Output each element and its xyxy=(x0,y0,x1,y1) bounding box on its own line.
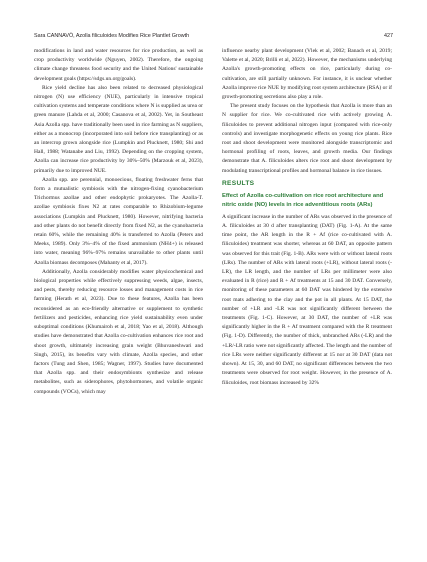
paragraph: Azolla spp. are perennial, monoecious, floating freshwater ferns that form a mutualistic symbiosis with the nitrogen-fixing cyanobacterium Trichormus azollae and other endophytic prokaryotes. The Azolla-T. azollae symbiosis fixes N2 at rates comparable to Rhizobium-legume associations (Lumpkin and Plucknett, 1980). However, nitrifying bacteria and other plants do not benefit directly from fixed N2, as the cyanobacteria retain 60%, while the remaining 40% is transferred to Azolla (Peters and Meeks, 1989). Only 3%–4% of the fixed ammonium (NH4+) is released into water, meaning 96%–97% remains unavailable to other plants until Azolla biomass decomposes (Mahanty et al, 2017). xyxy=(34,176,203,266)
subsection-heading: Effect of Azolla co-cultivation on rice root architecture and nitric oxide (NO) levels in rice adventitious roots (ARs) xyxy=(222,192,384,208)
paragraph: Rice yield decline has also been related to decreased physiological nitrogen (N) use efficiency (NUE), particularly in intensive tropical cultivation systems and temperate conditions where N is supplied as urea or green manure (Lahda et al, 2000; Casanova et al, 2002). Yet, in Southeast Asia Azolla spp. have traditionally been used in rice farming as N suppliers, either as a monocrop (incorporated into soil before rice transplanting) or as an intercrop grown alongside rice (Lumpkin and Plucknett, 1980; Shi and Hall, 1988; Watanabe and Liu, 1992). Depending on the cropping system, Azolla can increase rice productivity by 30%–50% (Marzouk et al, 2023), primarily due to improved NUE. xyxy=(34,84,203,174)
paragraph: The present study focuses on the hypothesis that Azolla is more than an N supplier for rice. We co-cultivated rice with actively growing A. filiculoides to prevent additional nitrogen input (compared with rice-only controls) and investigate morphogenetic effects on young rice plants. Rice root and shoot development were monitored alongside transcriptomic and hormonal profiling of roots, leaves, and growth media. Our findings demonstrate that A. filiculoides alters rice root and shoot development by modulating transcriptional profiles and hormonal balance in rice tissues. xyxy=(222,103,392,174)
paragraph: influence nearby plant development (Vlek et al, 2002; Banach et al, 2019; Valette et al, 2020; Brilli et al, 2022). However, the mechanisms underlying Azolla's growth-promoting effects on rice, particularly during co-cultivation, are still partially unknown. For instance, it is unclear whether Azolla improve rice NUE by modifying root system architecture (RSA) or if growth-promoting secretions also play a role. xyxy=(222,48,392,101)
right-column xyxy=(222,47,392,388)
paragraph: modifications in land and water resources for rice production, as well as crop productivity worldwide (Nguyen, 2002). Therefore, the ongoing climate change threatens food security and the United Nations' sustainable development goals (https://sdgs.un.org/goals). xyxy=(34,48,203,82)
page-number: 427 xyxy=(384,33,393,39)
running-head-title: Sara CANNAVÒ, Azolla filiculoides Modifies Rice Plantlet Growth xyxy=(34,33,190,39)
left-column xyxy=(34,47,203,397)
running-head xyxy=(34,32,393,41)
paragraph: Additionally, Azolla considerably modifies water physicochemical and biological properties while effectively suppressing weeds, algae, insects, and pests, thereby reducing resource losses and management costs in rice farming (Herath et al, 2023). Due to these features, Azolla has been reconsidered as an eco-friendly alternative or supplement to synthetic fertilizers and pesticides, enhancing rice yield sustainability even under suboptimal conditions (Khumairoh et al, 2018; Yao et al, 2018). Although studies have demonstrated that Azolla co-cultivation enhances rice root and shoot growth, ultimately increasing grain weight (Bhuvaneshwari and Singh, 2015), its benefits vary with climate, Azolla species, and other factors (Tung and Shen, 1985; Wagner, 1997). Studies have documented that Azolla spp. and their endosymbionts synthesize and release metabolites, such as siderophores, phytohormones, and volatile organic compounds (VOCs), which may xyxy=(34,268,203,395)
section-heading-results: RESULTS xyxy=(222,179,255,187)
paragraph: A significant increase in the number of ARs was observed in the presence of A. filiculoides at 30 d after transplanting (DAT) (Fig. 1-A). At the same time point, the AR length in the R + Af (rice co-cultivated with A. filiculoides) treatment was shorter, whereas at 60 DAT, an opposite pattern was observed for this trait (Fig. 1-B). ARs were with or without lateral roots (LRs). The number of ARs with lateral roots (+LR), without lateral roots (-LR), the LR length, and the number of LRs per millimeter were also evaluated in R (rice) and R + Af treatments at 15 and 30 DAT. Conversely, monitoring of these parameters at 60 DAT was hindered by the extensive root mats adhering to the clay and the pot in all plants. At 15 DAT, the number of +LR and -LR was not significantly different between the treatments (Fig. 1-C). However, at 30 DAT, the number of +LR was significantly higher in the R + Af treatment compared with the R treatment (Fig. 1-D). Differently, the number of thick, unbranched ARs (-LR) and the +LR/-LR ratio were not significantly affected. The length and the number of rice LRs were neither significantly different at 15 nor at 30 DAT (data not shown). At 15, 30, and 60 DAT, no significant differences between the two treatments were observed for root weight. However, in the presence of A. filiculoides, root biomass increased by 32% xyxy=(222,213,392,386)
